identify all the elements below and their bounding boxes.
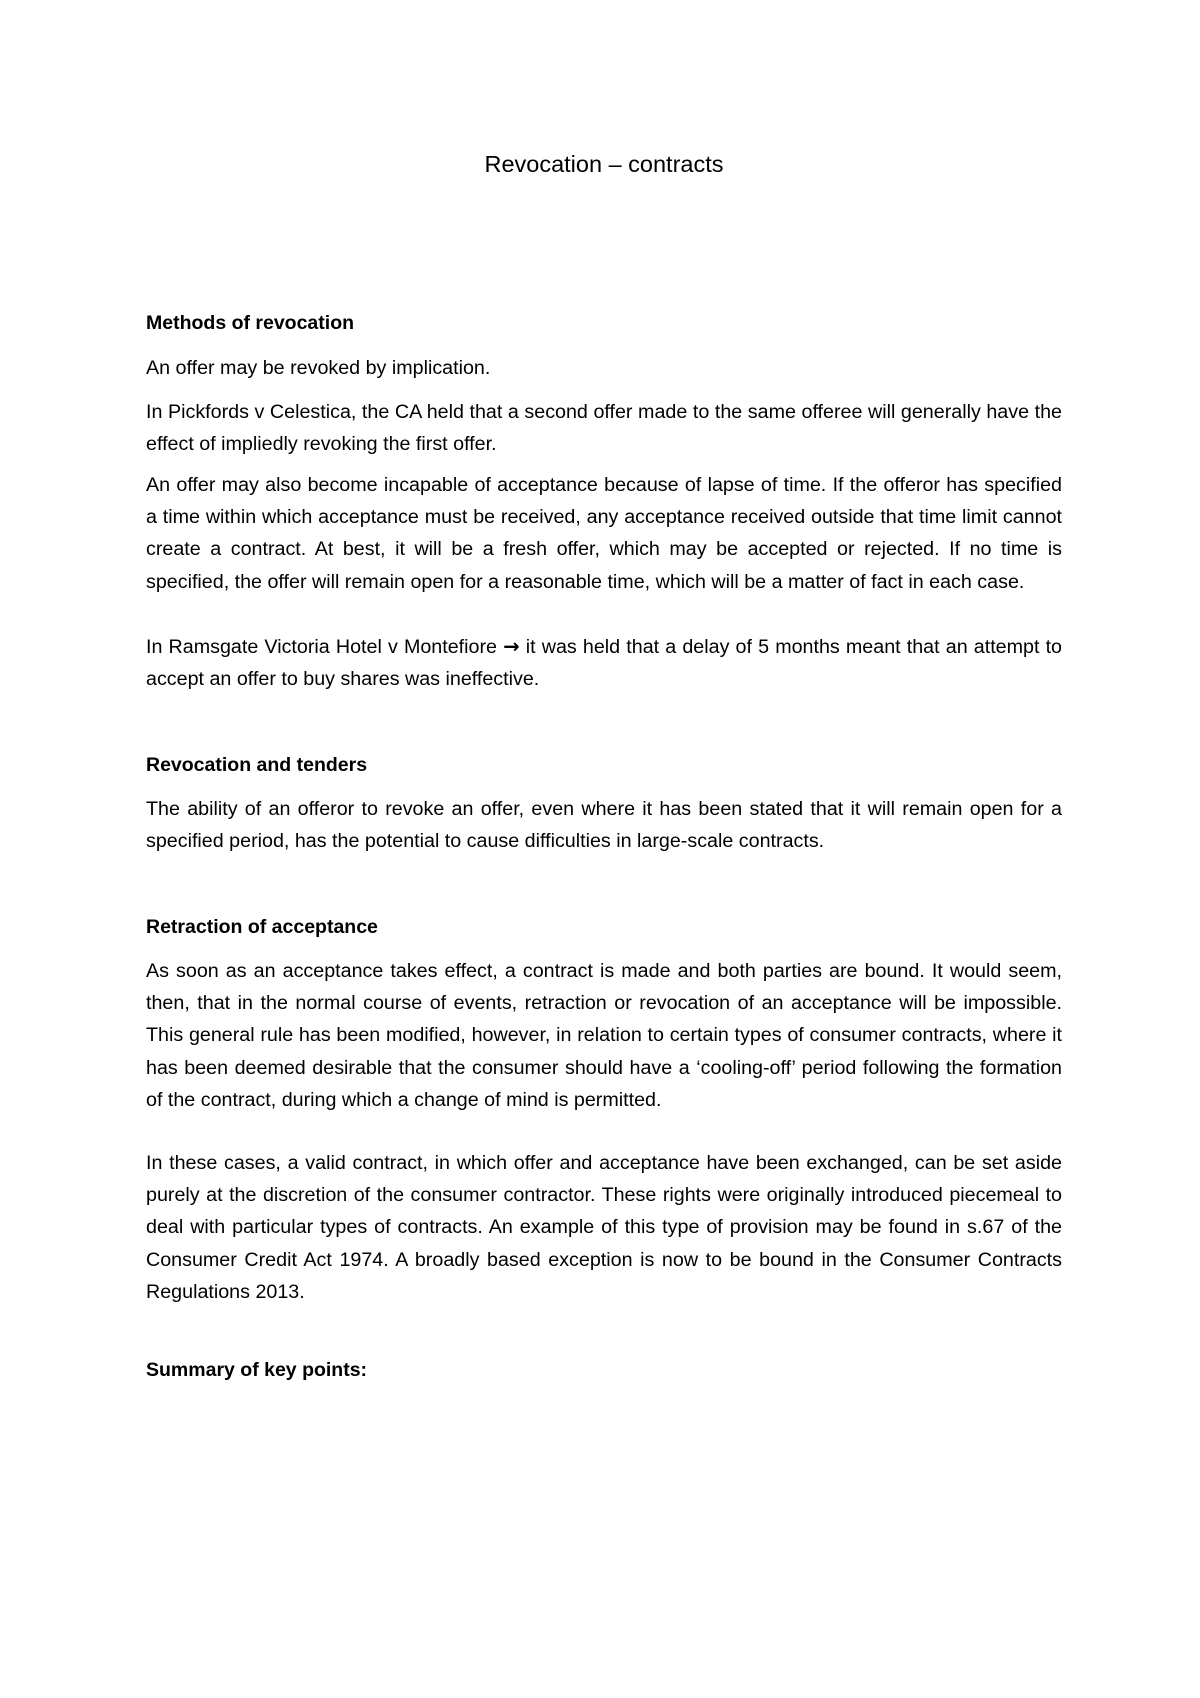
paragraph: In these cases, a valid contract, in which offer and acceptance have been exchanged, can be set aside purely at the discretion of the consumer contractor. These rights were originally introduced piecemeal to deal with particular types of contracts. An example of this type of provision may be found in s.67 of the Consumer Credit Act 1974. A broadly based exception is now to be bound in the Consumer Contracts Regulations 2013. [146,1152,1062,1303]
right-arrow-icon: → [503,635,520,658]
paragraph-text: In Ramsgate Victoria Hotel v Montefiore [146,636,504,658]
heading-summary-of-key-points: Summary of key points: [146,1359,368,1381]
paragraph: As soon as an acceptance takes effect, a contract is made and both parties are bound. It would seem, then, that in the normal course of events, retraction or revocation of an acceptance will be impossible. This general rule has been modified, however, in relation to certain types of consumer contracts, where it has been deemed desirable that the consumer should have a ‘cooling-off’ period following the formation of the contract, during which a change of mind is permitted. [146,960,1062,1111]
heading-revocation-and-tenders: Revocation and tenders [146,754,368,776]
paragraph: An offer may be revoked by implication. [146,357,491,379]
paragraph: In Pickfords v Celestica, the CA held that a second offer made to the same offeree will generally have the effect of impliedly revoking the first offer. [146,401,1062,456]
page-title: Revocation – contracts [484,151,724,177]
heading-methods-of-revocation: Methods of revocation [146,312,355,334]
heading-retraction-of-acceptance: Retraction of acceptance [146,916,378,938]
paragraph: The ability of an offeror to revoke an offer, even where it has been stated that it will remain open for a specified period, has the potential to cause difficulties in large-scale contracts. [146,798,1062,853]
paragraph-text: it was held that a delay of 5 months meant that an attempt to accept an offer to buy shares was ineffective. [146,636,1063,691]
paragraph-ramsgate [146,631,1062,695]
paragraph: An offer may also become incapable of acceptance because of lapse of time. If the offeror has specified a time within which acceptance must be received, any acceptance received outside that time limit cannot create a contract. At best, it will be a fresh offer, which may be accepted or rejected. If no time is specified, the offer will remain open for a reasonable time, which will be a matter of fact in each case. [146,474,1062,593]
